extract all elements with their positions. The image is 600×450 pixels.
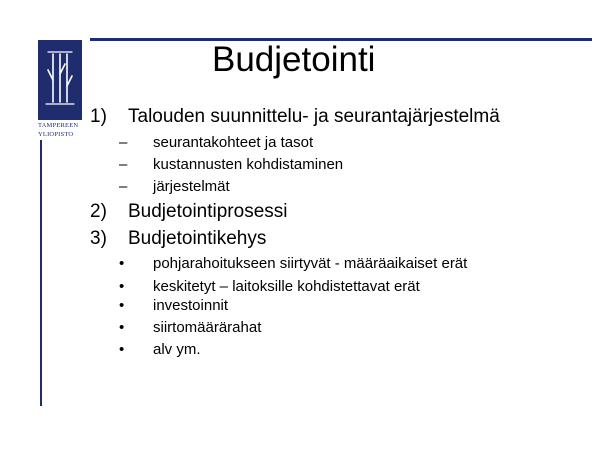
list-item-marker: 2): [90, 201, 107, 222]
sub-item-marker: •: [119, 255, 125, 272]
sub-item-text: investoinnit: [153, 297, 229, 314]
sub-item-marker: •: [119, 319, 125, 336]
sub-item-text: siirtomäärärahat: [153, 319, 262, 336]
logo-emblem: [38, 40, 82, 120]
logo-line-2: YLIOPISTO: [38, 131, 74, 138]
logo-emblem-graphic: [38, 40, 82, 120]
logo-line-1: TAMPEREEN: [38, 122, 79, 129]
university-logo: [38, 40, 82, 138]
vertical-rule: [40, 140, 42, 406]
list-item-marker: 3): [90, 228, 107, 249]
sub-item-text: kustannusten kohdistaminen: [153, 156, 344, 173]
sub-item-marker: •: [119, 278, 125, 295]
list-item-text: Talouden suunnittelu- ja seurantajärjestelmä: [128, 106, 500, 127]
list-item-text: Budjetointikehys: [128, 228, 267, 249]
sub-item-text: järjestelmät: [153, 178, 230, 195]
slide-title: Budjetointi: [212, 40, 376, 79]
sub-item-marker: •: [119, 297, 125, 314]
sub-item-text: keskitetyt – laitoksille kohdistettavat erät: [153, 278, 420, 295]
sub-item-marker: •: [119, 341, 125, 358]
sub-item-text: seurantakohteet ja tasot: [153, 134, 314, 151]
sub-item-marker: –: [119, 134, 128, 151]
sub-item-text: pohjarahoitukseen siirtyvät - määräaikaiset erät: [153, 255, 468, 272]
sub-item-marker: –: [119, 156, 128, 173]
sub-item-marker: –: [119, 178, 128, 195]
list-item-marker: 1): [90, 106, 107, 127]
list-item-text: Budjetointiprosessi: [128, 201, 288, 222]
sub-item-text: alv ym.: [153, 341, 201, 358]
